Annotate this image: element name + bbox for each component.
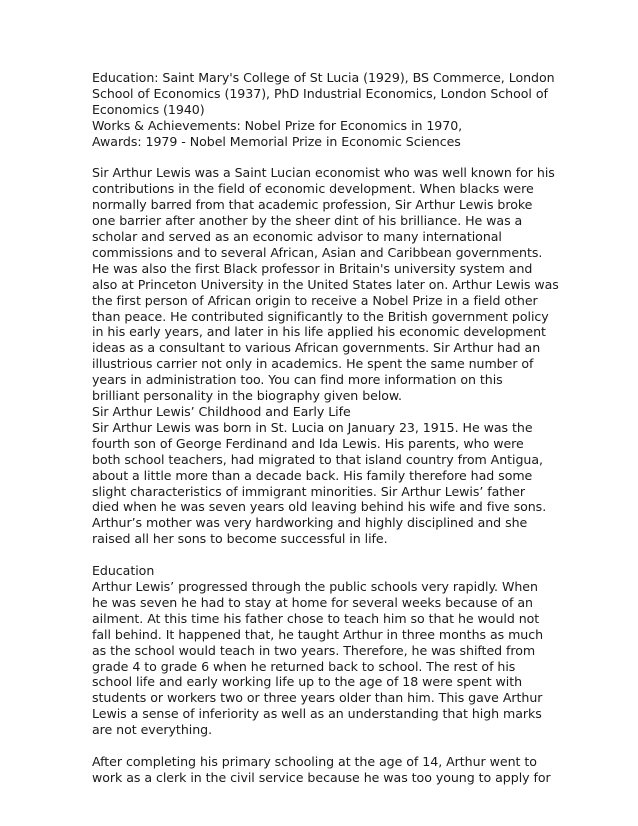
text-line: the first person of African origin to receive a Nobel Prize in a field other	[92, 292, 538, 308]
text-line: school life and early working life up to the age of 18 were spent with	[92, 674, 523, 690]
text-line: After completing his primary schooling at the age of 14, Arthur went to	[92, 753, 537, 769]
career-block	[92, 754, 562, 786]
text-line: one barrier after another by the sheer dint of his brilliance. He was a	[92, 213, 523, 229]
text-line: Education	[92, 563, 155, 579]
text-line: also at Princeton University in the United States later on. Arthur Lewis was	[92, 276, 559, 292]
text-line: died when he was seven years old leaving behind his wife and five sons.	[92, 499, 547, 515]
text-line: contributions in the field of economic development. When blacks were	[92, 181, 534, 197]
text-line: students or workers two or three years older than him. This gave Arthur	[92, 690, 543, 706]
text-line: scholar and served as an economic advisor to many international	[92, 229, 502, 245]
text-line: Awards: 1979 - Nobel Memorial Prize in Economic Sciences	[92, 133, 461, 149]
paragraph-gap	[92, 547, 562, 563]
text-line: ideas as a consultant to various African governments. Sir Arthur had an	[92, 340, 541, 356]
text-line: as the school would teach in two years. Therefore, he was shifted from	[92, 642, 536, 658]
text-line: brilliant personality in the biography given below.	[92, 388, 402, 404]
summary-block	[92, 70, 562, 150]
text-line: than peace. He contributed significantly to the British government policy	[92, 308, 549, 324]
text-line: he was seven he had to stay at home for several weeks because of an	[92, 594, 533, 610]
paragraph-gap	[92, 150, 562, 166]
text-line: ailment. At this time his father chose to teach him so that he would not	[92, 610, 540, 626]
text-line: Works & Achievements: Nobel Prize for Economics in 1970,	[92, 117, 463, 133]
text-line: He was also the first Black professor in Britain's university system and	[92, 260, 533, 276]
text-line: Sir Arthur Lewis was born in St. Lucia on January 23, 1915. He was the	[92, 419, 533, 435]
text-line: commissions and to several African, Asian and Caribbean governments.	[92, 244, 543, 260]
text-line: Arthur Lewis’ progressed through the public schools very rapidly. When	[92, 578, 538, 594]
document-page	[92, 70, 562, 786]
text-line: normally barred from that academic profession, Sir Arthur Lewis broke	[92, 197, 533, 213]
text-line: Sir Arthur Lewis’ Childhood and Early Life	[92, 404, 351, 420]
text-line: Sir Arthur Lewis was a Saint Lucian economist who was well known for his	[92, 165, 555, 181]
text-line: both school teachers, had migrated to that island country from Antigua,	[92, 451, 543, 467]
text-line: about a little more than a decade back. His family therefore had some	[92, 467, 533, 483]
text-line: grade 4 to grade 6 when he returned back to school. The rest of his	[92, 658, 516, 674]
text-line: years in administration too. You can find more information on this	[92, 372, 503, 388]
intro-block	[92, 165, 562, 547]
education-block	[92, 563, 562, 738]
text-line: fall behind. It happened that, he taught Arthur in three months as much	[92, 626, 544, 642]
text-line: are not everything.	[92, 722, 213, 738]
paragraph-gap	[92, 738, 562, 754]
text-line: raised all her sons to become successful in life.	[92, 531, 388, 547]
text-line: School of Economics (1937), PhD Industrial Economics, London School of	[92, 85, 548, 101]
text-line: Arthur’s mother was very hardworking and highly disciplined and she	[92, 515, 528, 531]
text-line: Economics (1940)	[92, 101, 205, 117]
text-line: Lewis a sense of inferiority as well as an understanding that high marks	[92, 706, 542, 722]
text-line: work as a clerk in the civil service because he was too young to apply for	[92, 769, 551, 785]
text-line: Education: Saint Mary's College of St Lucia (1929), BS Commerce, London	[92, 70, 555, 85]
text-line: illustrious carrier not only in academics. He spent the same number of	[92, 356, 534, 372]
text-line: in his early years, and later in his life applied his economic development	[92, 324, 546, 340]
text-line: fourth son of George Ferdinand and Ida Lewis. His parents, who were	[92, 435, 524, 451]
text-line: slight characteristics of immigrant minorities. Sir Arthur Lewis’ father	[92, 483, 525, 499]
